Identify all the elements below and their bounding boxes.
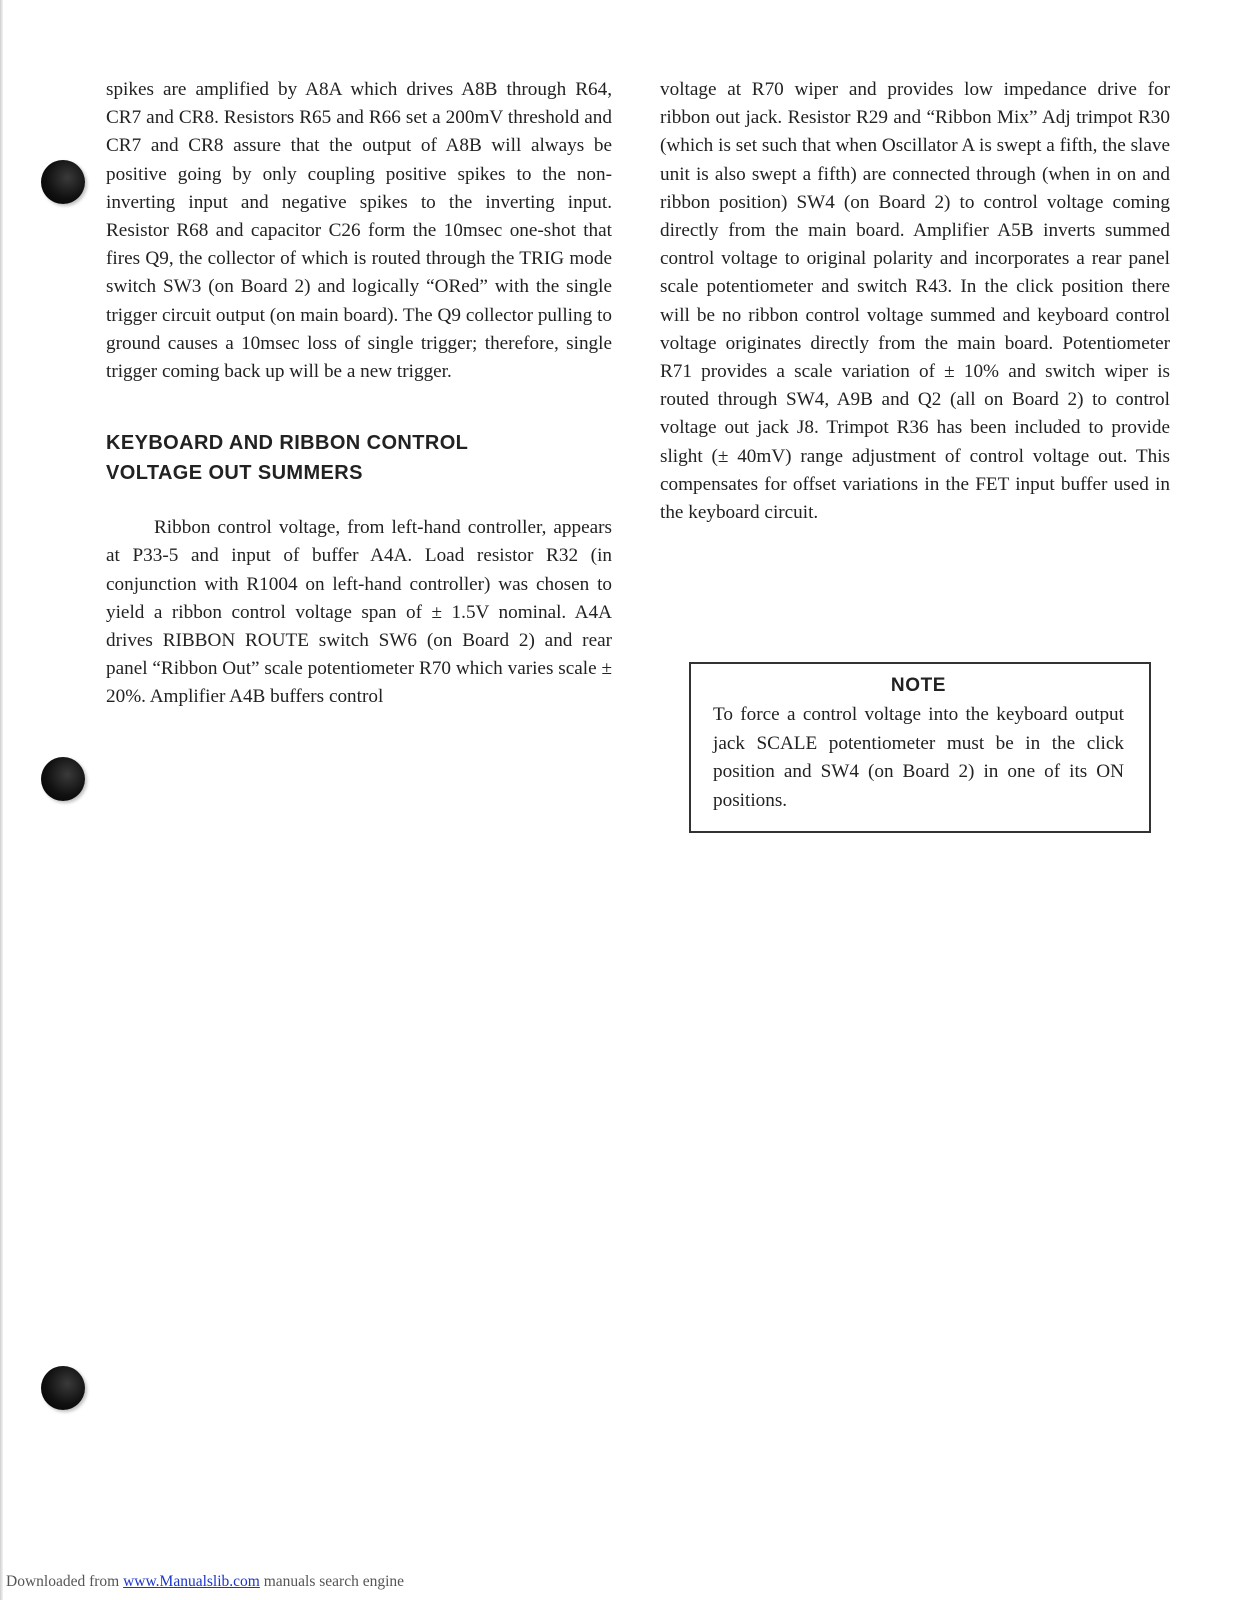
left-column	[106, 76, 612, 712]
section-heading-line: KEYBOARD AND RIBBON CONTROL	[106, 432, 469, 455]
body-paragraph: voltage at R70 wiper and provides low impedance drive for ribbon out jack. Resistor R29 and “Ribbon Mix” Adj trimpot R30 (which is set such that when Oscillator A is swept a fifth, the slave unit is also swept a fifth) are connected through (when in on and ribbon position) SW4 (on Board 2) to control voltage coming directly from the main board. Amplifier A5B inverts summed control voltage to original polarity and incorporates a rear panel scale potentiometer and switch R43. In the click position there will be no ribbon control voltage summed and keyboard control voltage originates directly from the main board. Potentiometer R71 provides a scale variation of ± 10% and switch wiper is routed through SW4, A9B and Q2 (all on Board 2) to control voltage out jack J8. Trimpot R36 has been included to provide slight (± 40mV) range adjustment of control voltage out. This compensates for offset variations in the FET input buffer used in the keyboard circuit.	[660, 79, 1170, 524]
manualslib-link[interactable]: www.Manualslib.com	[123, 1573, 260, 1590]
body-paragraph: Ribbon control voltage, from left-hand controller, appears at P33-5 and input of buffer A4A. Load resistor R32 (in conjunction with R1004 on left-hand controller) was chosen to yield a ribbon control voltage span of ± 1.5V nominal. A4A drives RIBBON ROUTE switch SW6 (on Board 2) and rear panel “Ribbon Out” scale potentiometer R70 which varies scale ± 20%. Amplifier A4B buffers control	[106, 517, 612, 708]
binder-hole-middle	[41, 757, 85, 801]
page-edge	[0, 0, 3, 1600]
note-box	[689, 662, 1151, 833]
download-footer	[6, 1573, 404, 1591]
binder-hole-bottom	[41, 1366, 85, 1410]
note-text: To force a control voltage into the keyboard output jack SCALE potentiometer must be in the click position and SW4 (on Board 2) in one of its ON positions.	[713, 704, 1124, 811]
right-column	[660, 76, 1170, 527]
footer-prefix: Downloaded from	[6, 1573, 124, 1590]
body-paragraph: spikes are amplified by A8A which drives A8B through R64, CR7 and CR8. Resistors R65 and R66 set a 200mV threshold and CR7 and CR8 assure that the output of A8B will always be positive going by only coupling positive spikes to the non-inverting input and negative spikes to the inverting input. Resistor R68 and capacitor C26 form the 10msec one-shot that fires Q9, the collector of which is routed through the TRIG mode switch SW3 (on Board 2) and logically “ORed” with the single trigger circuit output (on main board). The Q9 collector pulling to ground causes a 10msec loss of single trigger; therefore, single trigger coming back up will be a new trigger.	[106, 79, 612, 383]
section-heading-line: VOLTAGE OUT SUMMERS	[106, 462, 363, 485]
section-heading	[106, 428, 612, 488]
footer-suffix: manuals search engine	[259, 1573, 405, 1590]
note-title: NOTE	[890, 675, 947, 696]
binder-hole-top	[41, 160, 85, 204]
